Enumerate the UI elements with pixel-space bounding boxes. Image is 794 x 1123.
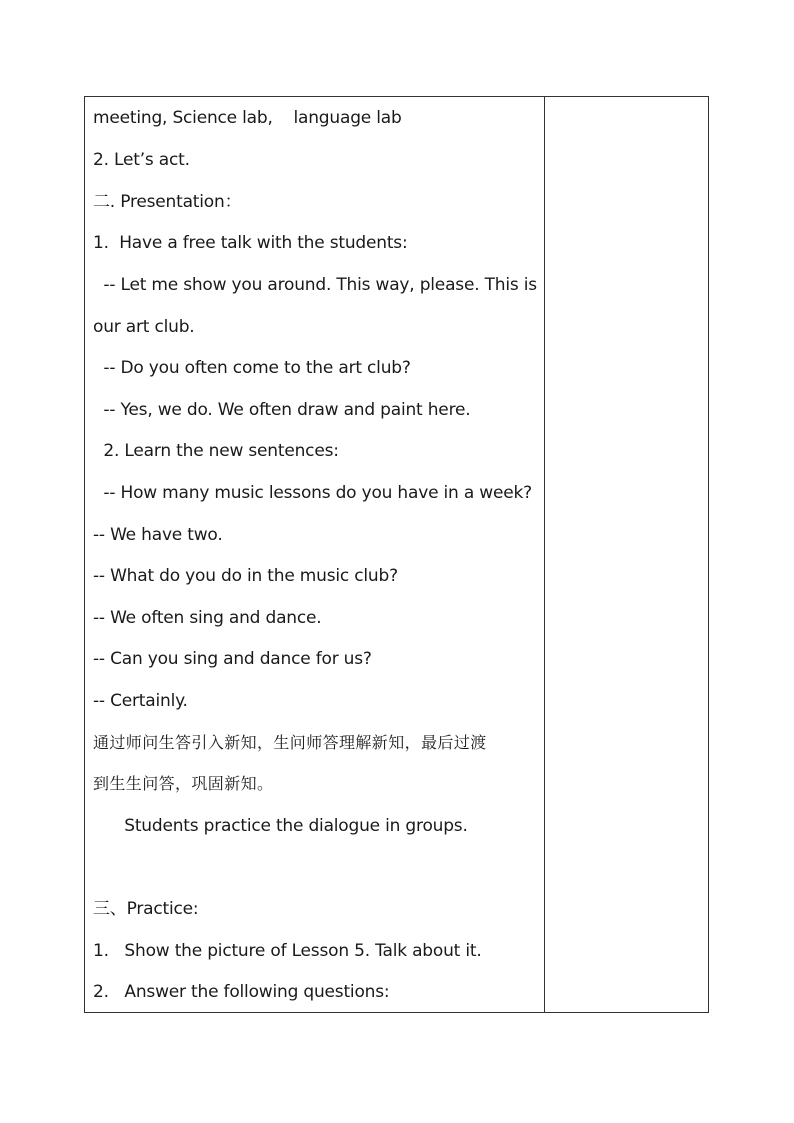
text-line: -- Can you sing and dance for us? (93, 649, 372, 669)
section-heading-practice: 三、Practice: (93, 899, 199, 919)
text-line: 1. Have a free talk with the students: (93, 233, 408, 253)
text-line: -- Certainly. (93, 691, 188, 711)
notes-cell (545, 97, 708, 1012)
text-line: Students practice the dialogue in groups. (93, 816, 468, 836)
lesson-content-cell (85, 97, 545, 1012)
text-line: -- Let me show you around. This way, please. This is (93, 275, 537, 295)
text-line: meeting, Science lab, language lab (93, 108, 402, 128)
text-line: -- Do you often come to the art club? (93, 358, 411, 378)
text-line: -- What do you do in the music club? (93, 566, 398, 586)
text-line: -- We have two. (93, 525, 223, 545)
text-line: our art club. (93, 317, 195, 337)
text-line: -- Yes, we do. We often draw and paint here. (93, 400, 471, 420)
text-line: 2. Let’s act. (93, 150, 190, 170)
text-line: -- How many music lessons do you have in a week? (93, 483, 532, 503)
lesson-plan-table (84, 96, 709, 1013)
text-line: -- We often sing and dance. (93, 608, 322, 628)
text-line: 2. Learn the new sentences: (93, 441, 339, 461)
text-line-chinese: 到生生问答，巩固新知。 (93, 774, 274, 793)
text-line: 2. Answer the following questions: (93, 982, 390, 1002)
section-heading-presentation: 二. Presentation： (93, 192, 242, 212)
text-line: 1. Show the picture of Lesson 5. Talk about it. (93, 941, 482, 961)
text-line-chinese: 通过师问生答引入新知，生问师答理解新知，最后过渡 (93, 733, 487, 752)
